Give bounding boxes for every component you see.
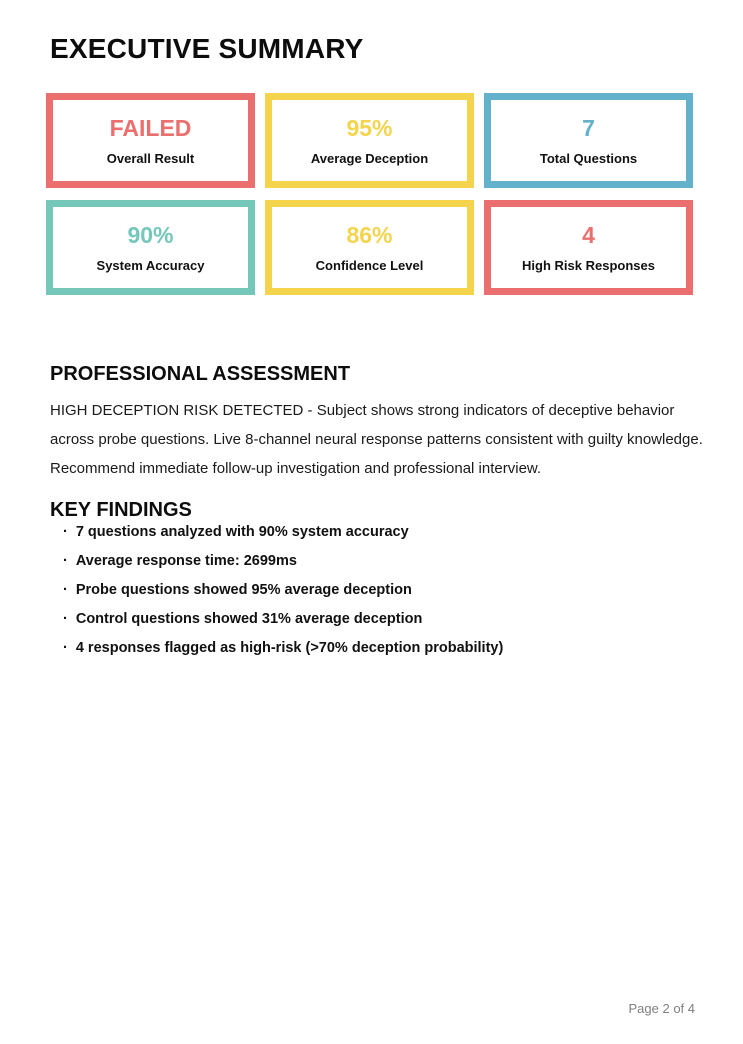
professional-assessment-heading: PROFESSIONAL ASSESSMENT: [50, 362, 351, 385]
key-finding-text: 7 questions analyzed with 90% system accuracy: [75, 524, 409, 540]
stat-label: System Accuracy: [96, 257, 205, 273]
bullet-icon: ·: [63, 640, 68, 656]
key-finding-item: [63, 576, 503, 605]
key-findings-heading: KEY FINDINGS: [50, 498, 192, 521]
stat-card-grid: [46, 93, 693, 295]
stat-label: Confidence Level: [315, 257, 424, 273]
stat-label: Total Questions: [539, 150, 638, 166]
professional-assessment-text: HIGH DECEPTION RISK DETECTED - Subject shows strong indicators of deceptive behavior across probe questions. Live 8-channel neural response patterns consistent with guilty knowledge. Recommend immediate follow-up investigation and professional interview.: [50, 402, 703, 477]
stat-value: 86%: [346, 221, 393, 248]
stat-value: 95%: [346, 114, 393, 141]
key-finding-item: [63, 634, 503, 663]
page-title: EXECUTIVE SUMMARY: [50, 32, 364, 64]
bullet-icon: ·: [63, 611, 68, 627]
key-finding-item: [63, 518, 503, 547]
stat-label: Overall Result: [106, 150, 195, 166]
stat-value: FAILED: [109, 114, 192, 141]
stat-value: 4: [582, 221, 595, 248]
stat-card-system-accuracy: [46, 200, 255, 295]
stat-label: High Risk Responses: [522, 257, 655, 273]
stat-card-overall-result: [46, 93, 255, 188]
stat-card-average-deception: [265, 93, 474, 188]
page-number: Page 2 of 4: [628, 1001, 695, 1016]
key-finding-item: [63, 605, 503, 634]
key-finding-text: 4 responses flagged as high-risk (>70% deception probability): [75, 640, 504, 656]
stat-label: Average Deception: [310, 150, 429, 166]
stat-card-high-risk-responses: [484, 200, 693, 295]
stat-card-total-questions: [484, 93, 693, 188]
key-finding-text: Probe questions showed 95% average deception: [75, 582, 412, 598]
bullet-icon: ·: [63, 553, 68, 569]
key-finding-text: Control questions showed 31% average deception: [75, 611, 423, 627]
key-finding-item: [63, 547, 503, 576]
stat-card-confidence-level: [265, 200, 474, 295]
bullet-icon: ·: [63, 582, 68, 598]
key-finding-text: Average response time: 2699ms: [75, 553, 297, 569]
stat-value: 7: [582, 114, 595, 141]
key-findings-list: [63, 518, 503, 663]
bullet-icon: ·: [63, 524, 68, 540]
stat-value: 90%: [127, 221, 174, 248]
